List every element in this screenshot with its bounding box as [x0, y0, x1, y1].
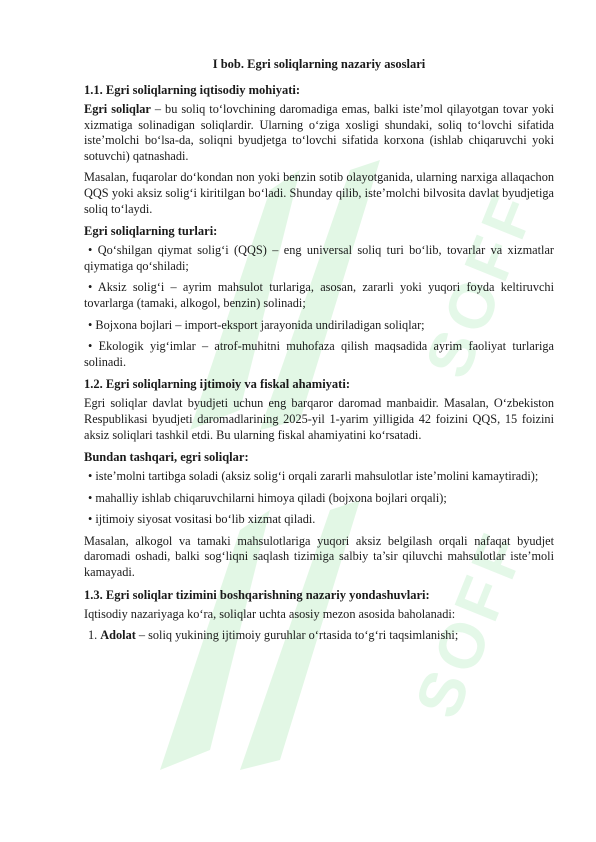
list-item: • iste’molni tartibga soladi (aksiz solig‘i orqali zararli mahsulotlar iste’molini kamaytiradi);	[88, 469, 539, 484]
term-lead: Egri soliqlar	[84, 102, 151, 116]
list-item: • mahalliy ishlab chiqaruvchilarni himoya qiladi (bojxona bojlari orqali);	[88, 490, 447, 505]
item-number: 1.	[88, 628, 101, 643]
section-3-heading: 1.3. Egri soliqlar tizimini boshqarishning nazariy yondashuvlari:	[84, 587, 430, 602]
term-definition: – bu soliq to‘lovchining daromadiga emas, balki iste’mol qilayotgan tovar yoki xizmatiga solinadigan soliqlardir. Ularning o‘ziga xosligi shundaki, soliq to‘lovchi sifatida iste’molchi bo‘lsa-da, soliqni byudjetga to‘lovchi sifatida korxona (ishlab chiqaruvchi yoki sotuvchi) qatnashadi.	[84, 102, 554, 163]
section-2-paragraph-2: Masalan, alkogol va tamaki mahsulotlariga yuqori aksiz belgilash orqali nafaqat byudjet daromadi oshadi, balki sog‘liqni saqlash tizimiga salbiy ta’sir qiluvchi mahsulotlar iste’moli kamayadi.	[84, 533, 554, 580]
item-lead: Adolat	[100, 628, 136, 643]
section-2-heading: 1.2. Egri soliqlarning ijtimoiy va fiskal ahamiyati:	[84, 377, 350, 392]
section-2-subheading: Bundan tashqari, egri soliqlar:	[84, 450, 249, 465]
list-item: • Qo‘shilgan qiymat solig‘i (QQS) – eng universal soliq turi bo‘lib, tovarlar va xizmatlar qiymatiga qo‘shiladi;	[84, 243, 554, 273]
watermark-text: SOFF	[410, 179, 551, 388]
section-2-paragraph-1: Egri soliqlar davlat byudjeti uchun eng barqaror daromad manbaidir. Masalan, O‘zbekiston Respublikasi byudjeti daromadlarining 2025-yil 1-yarim yilligida 42 foizini QQS, 15 foizini aksiz soliqlari tashkil etdi. Bu ularning fiskal ahamiyatini ko‘rsatadi.	[84, 396, 554, 442]
document-page	[84, 56, 554, 650]
types-heading: Egri soliqlarning turlari:	[84, 224, 218, 239]
item-text: – soliq yukining ijtimoiy guruhlar o‘rtasida to‘g‘ri taqsimlanishi;	[135, 628, 459, 643]
section-1-paragraph-2: Masalan, fuqarolar do‘kondan non yoki benzin sotib olayotganida, ularning narxiga allaqachon QQS yoki aksiz solig‘i kiritilgan bo‘ladi. Shunday qilib, iste’molchi bilvosita davlat byudjetiga soliq to‘laydi.	[84, 170, 554, 216]
section-3-paragraph-1: Iqtisodiy nazariyaga ko‘ra, soliqlar uchta asosiy mezon asosida baholanadi:	[84, 606, 456, 621]
watermark-text-lower: SOFF	[400, 519, 541, 728]
list-item: • Bojxona bojlari – import-eksport jarayonida undiriladigan soliqlar;	[88, 317, 425, 332]
list-item: • Aksiz solig‘i – ayrim mahsulot turlariga, asosan, zararli yoki yuqori foyda keltiruvchi tovarlarga (tamaki, alkogol, benzin) solinadi;	[84, 280, 554, 310]
list-item: • ijtimoiy siyosat vositasi bo‘lib xizmat qiladi.	[88, 512, 316, 527]
section-1-paragraph-1	[84, 102, 554, 164]
section-1-heading: 1.1. Egri soliqlarning iqtisodiy mohiyati:	[84, 83, 301, 97]
list-item: • Ekologik yig‘imlar – atrof-muhitni muhofaza qilish maqsadida ayrim faoliyat turlariga solinadi.	[84, 339, 554, 369]
chapter-title: I bob. Egri soliqlarning nazariy asoslari	[212, 57, 426, 71]
numbered-item-1	[84, 628, 554, 644]
